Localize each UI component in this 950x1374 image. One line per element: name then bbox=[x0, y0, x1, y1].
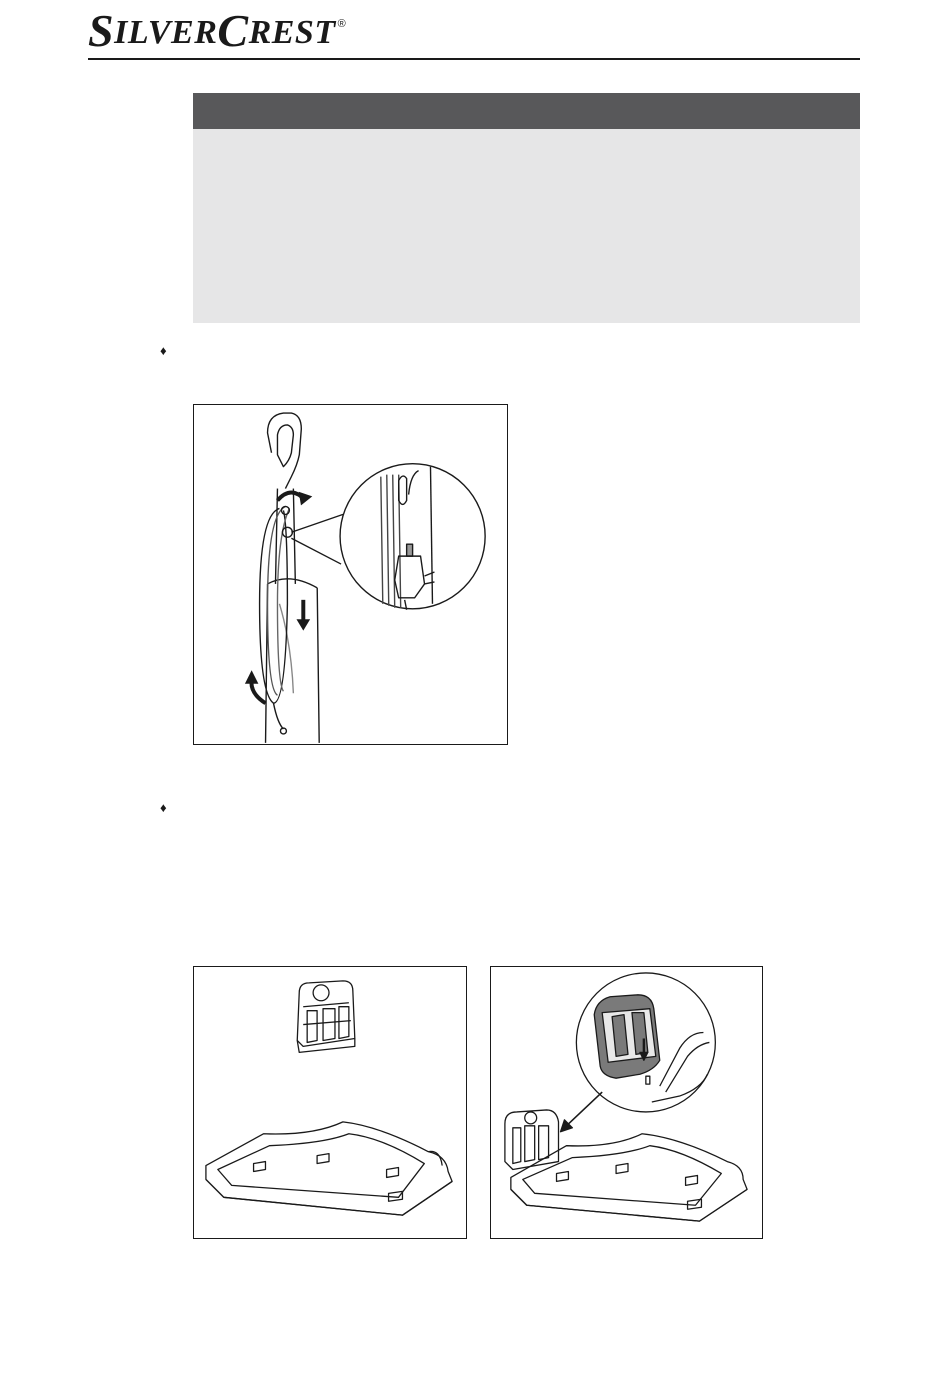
figure-cord-winding bbox=[193, 404, 508, 745]
holder-attached-illustration bbox=[491, 967, 762, 1238]
figure-holder-and-tray bbox=[193, 966, 467, 1239]
logo-text-rest: REST bbox=[248, 14, 336, 51]
header-rule bbox=[88, 58, 860, 60]
cord-winding-illustration bbox=[194, 405, 507, 744]
bullet-2: ♦ bbox=[160, 800, 167, 815]
logo-text-ilver: ILVER bbox=[114, 14, 218, 51]
notice-box bbox=[193, 93, 860, 323]
bullet-1: ♦ bbox=[160, 343, 167, 358]
logo-registered-mark: ® bbox=[337, 18, 347, 30]
holder-and-tray-illustration bbox=[194, 967, 466, 1238]
silvercrest-logo bbox=[88, 5, 347, 56]
logo-letter-s: S bbox=[88, 5, 115, 56]
logo-letter-c: C bbox=[217, 5, 249, 56]
figure-holder-attached bbox=[490, 966, 763, 1239]
notice-box-header bbox=[193, 93, 860, 129]
